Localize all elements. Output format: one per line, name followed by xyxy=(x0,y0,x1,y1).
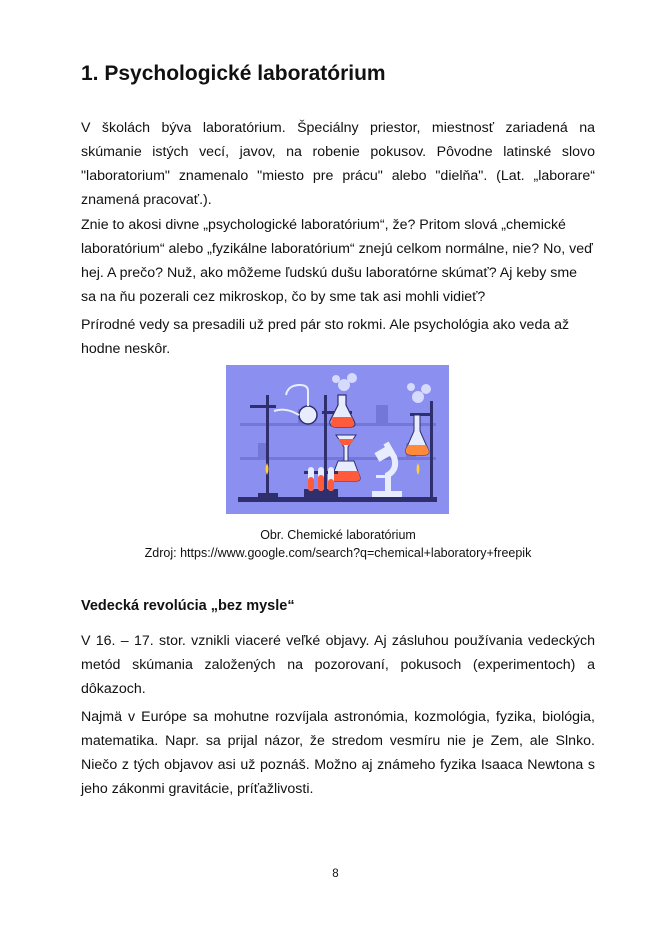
paragraph-5: Najmä v Európe sa mohutne rozvíjala astronómia, kozmológia, fyzika, biológia, matematika. Napr. sa prijal názor, že stredom vesmíru nie je Zem, ale Slnko. Niečo z tých objavov asi už poznáš. Možno aj známeho fyzika Isaaca Newtona s jeho zákonmi gravitácie, príťažlivosti. xyxy=(81,709,595,797)
red-liquid xyxy=(331,417,354,427)
round-flask xyxy=(299,406,317,424)
microscope xyxy=(372,491,402,497)
paragraph-2: Znie to akosi divne „psychologické laboratórium“, že? Pritom slová „chemické laboratórium“ alebo „fyzikálne laboratórium“ znejú celkom normálne, nie? No, veď hej. A prečo? Nuž, ako môžeme ľudskú dušu laboratórne skúmať? Aj keby sme sa na ňu pozerali cez mikroskop, čo by sme tak asi mohli vidieť? xyxy=(81,217,593,305)
section-subheading: Vedecká revolúcia „bez mysle“ xyxy=(81,598,295,614)
shelf xyxy=(240,457,436,460)
page-number: 8 xyxy=(332,868,339,880)
paragraph-1: V školách býva laboratórium. Špeciálny priestor, miestnosť zariadená na skúmanie istých vecí, javov, na robenie pokusov. Pôvodne latinské slovo "laboratorium" znamenalo "miesto pre prácu" alebo "dielňa". (Lat. „laborare“ znamená pracovať.). xyxy=(81,120,595,208)
figure-source: Zdroj: https://www.google.com/search?q=chemical+laboratory+freepik xyxy=(144,546,532,560)
page-title: 1. Psychologické laboratórium xyxy=(81,62,386,85)
stand-rod xyxy=(266,395,269,497)
lab-table xyxy=(238,497,437,502)
chemical-lab-illustration xyxy=(226,365,449,514)
paragraph-4: V 16. – 17. stor. vznikli viaceré veľké objavy. Aj zásluhou používania vedeckých metód skúmania založených na pozorovaní, pokusoch (experimentoch) a dôkazoch. xyxy=(81,633,595,697)
figure-caption: Obr. Chemické laboratórium xyxy=(260,528,416,542)
paragraph-3: Prírodné vedy sa presadili už pred pár sto rokmi. Ale psychológia ako veda až hodne neskôr. xyxy=(81,317,570,357)
